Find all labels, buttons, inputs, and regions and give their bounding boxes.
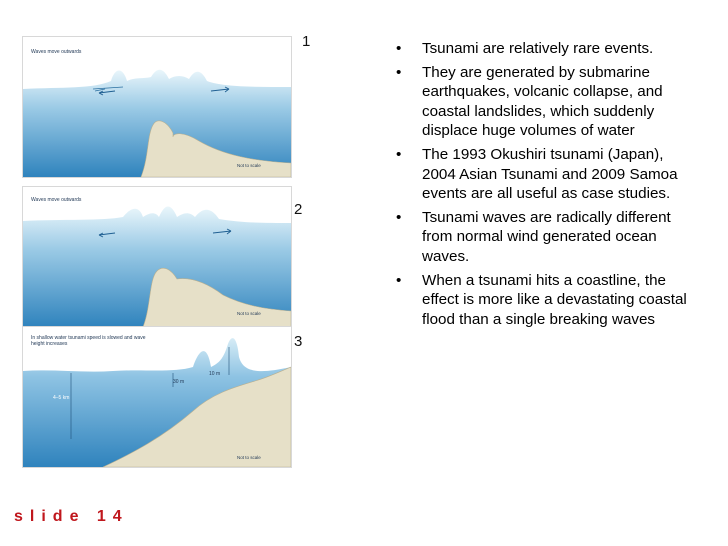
bullet-item (396, 208, 696, 267)
bullet-marker: • (396, 40, 402, 57)
bullet-text: When a tsunami hits a coastline, the effect is more like a devastating coastal flood than a single breaking waves (422, 271, 687, 328)
bullet-item (396, 39, 696, 59)
diagram-1-caption: Waves move outwards (31, 49, 82, 55)
bullet-list (396, 39, 696, 333)
diagram-3-height-tall-label: 30 m (173, 379, 185, 385)
diagram-2-scale-note: Not to scale (237, 311, 261, 316)
bullet-text: They are generated by submarine earthquakes, volcanic collapse, and coastal landslides, which suddenly displace huge volumes of water (422, 63, 663, 140)
diagram-3-height-small-label: 10 m (209, 371, 221, 377)
diagram-panel-2 (22, 186, 292, 328)
bullet-marker: • (396, 271, 402, 289)
bullet-item (396, 63, 696, 141)
diagram-2-caption: Waves move outwards (31, 197, 82, 203)
diagram-number-2: 2 (294, 201, 303, 218)
bullet-marker: • (396, 208, 402, 226)
bullet-marker: • (396, 63, 402, 81)
diagram-number-1: 1 (302, 33, 311, 50)
bullet-text: Tsunami waves are radically different from normal wind generated ocean waves. (422, 208, 671, 265)
tsunami-diagram-2 (23, 187, 291, 327)
diagram-1-scale-note: Not to scale (237, 163, 261, 168)
diagram-number-3: 3 (294, 333, 303, 350)
bullet-text: Tsunami are relatively rare events. (422, 40, 654, 57)
diagram-panel-1 (22, 36, 292, 178)
diagram-3-caption: In shallow water tsunami speed is slowed and wave height increases (31, 335, 146, 347)
bullet-marker: • (396, 145, 402, 163)
bullet-item (396, 271, 696, 330)
bullet-item (396, 145, 696, 204)
diagram-3-scale-note: Not to scale (237, 455, 261, 460)
tsunami-diagram-1 (23, 37, 291, 177)
diagram-panel-3 (22, 326, 292, 468)
diagram-3-depth-label: 4–5 km (53, 395, 70, 401)
bullet-text: The 1993 Okushiri tsunami (Japan), 2004 Asian Tsunami and 2009 Samoa events are all useful as case studies. (422, 145, 678, 203)
slide-number-label: slide 14 (14, 508, 129, 525)
